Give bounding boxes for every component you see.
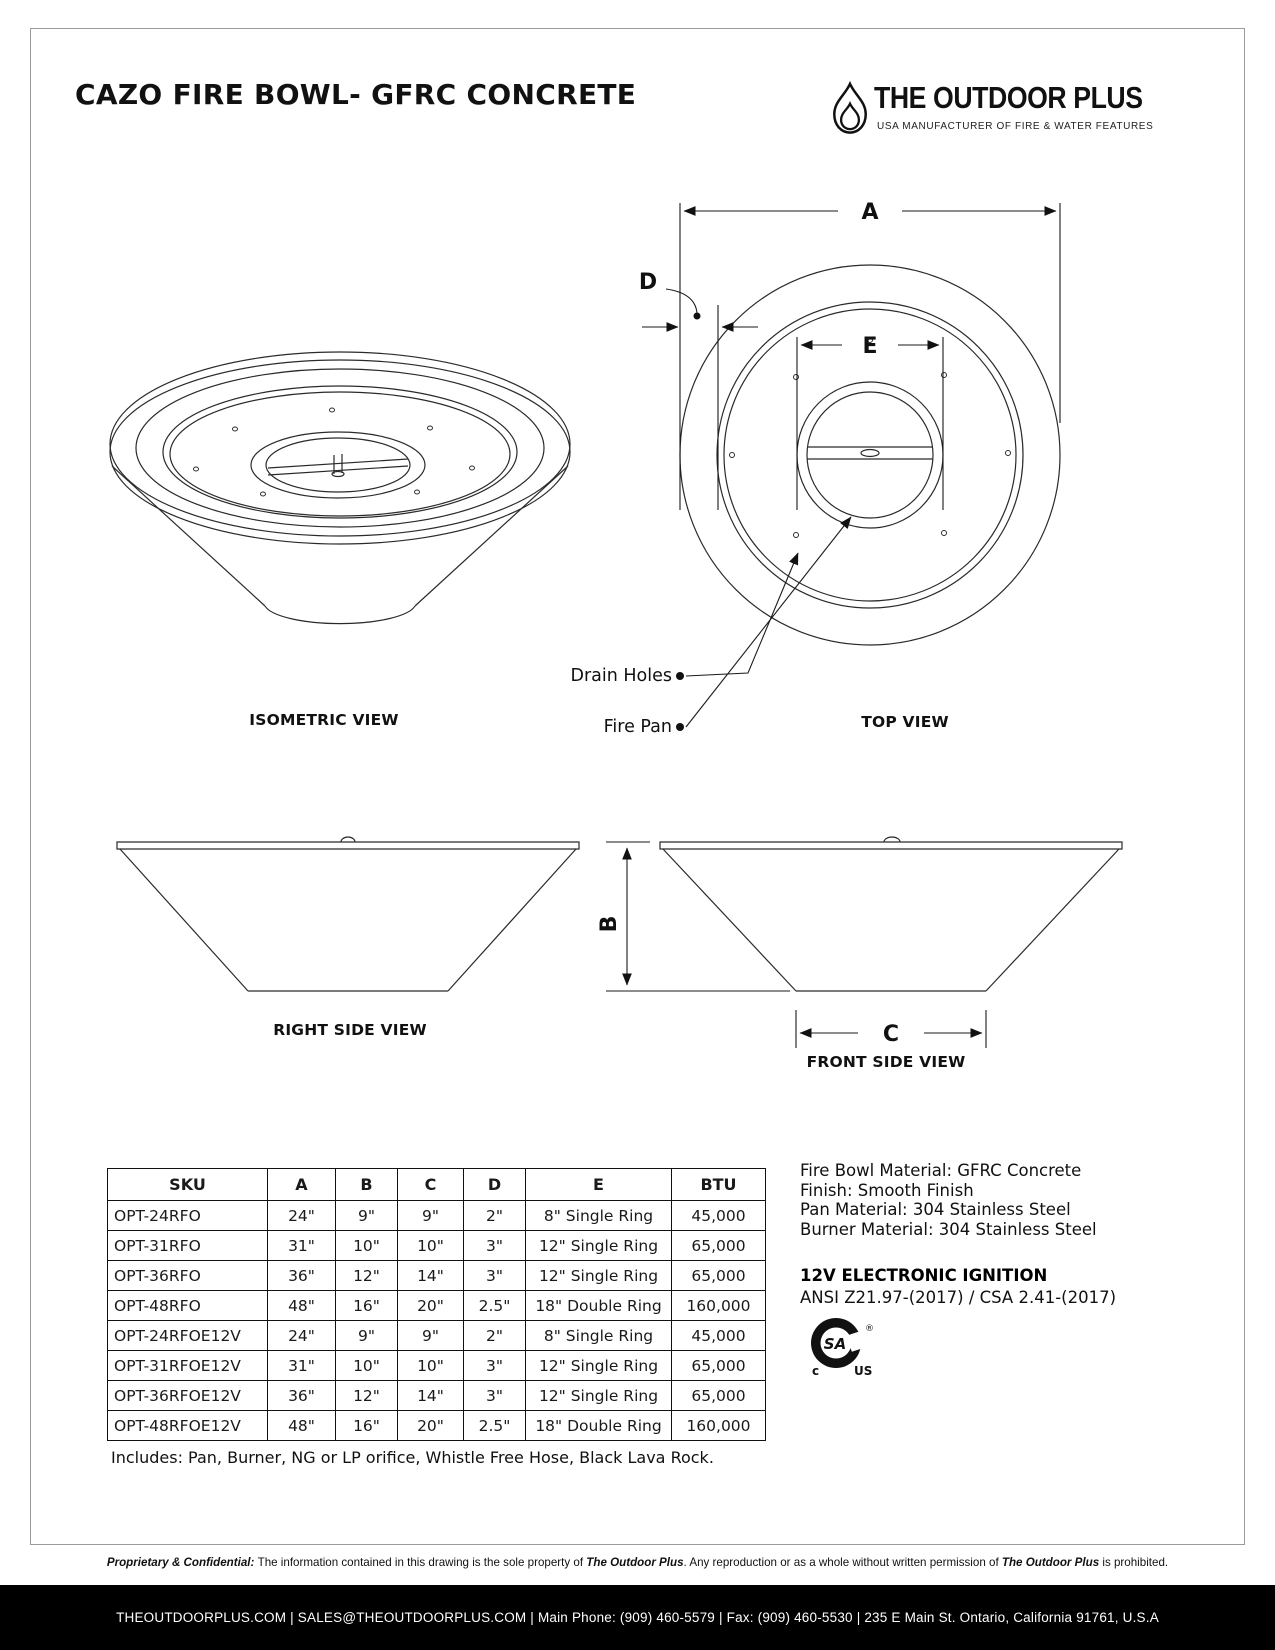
fire-pan-label: Fire Pan (603, 717, 672, 737)
value-cell: 12" Single Ring (526, 1351, 672, 1381)
value-cell: 48" (268, 1291, 336, 1321)
value-cell: 65,000 (672, 1351, 766, 1381)
spec-line: Finish: Smooth Finish (800, 1180, 974, 1200)
value-cell: 3" (464, 1381, 526, 1411)
value-cell: 9" (398, 1321, 464, 1351)
sku-cell: OPT-24RFOE12V (108, 1321, 268, 1351)
ignition-title: 12V ELECTRONIC IGNITION (800, 1266, 1048, 1285)
includes-line: Includes: Pan, Burner, NG or LP orifice, Whistle Free Hose, Black Lava Rock. (111, 1448, 714, 1467)
proprietary-label: Proprietary & Confidential: (106, 1556, 258, 1569)
csa-monogram: SA (823, 1335, 847, 1353)
fire-pan-outline (251, 432, 425, 498)
value-cell: 10" (398, 1351, 464, 1381)
table-row (108, 1381, 766, 1411)
dimension-e (797, 334, 943, 510)
value-cell: 65,000 (672, 1381, 766, 1411)
value-cell: 14" (398, 1261, 464, 1291)
table-row (108, 1201, 766, 1231)
column-header: SKU (108, 1169, 268, 1201)
spec-line: Fire Bowl Material: GFRC Concrete (800, 1161, 1082, 1180)
csa-certification-mark (806, 1316, 896, 1384)
value-cell: 10" (336, 1351, 398, 1381)
dim-c-label: C (882, 1022, 900, 1047)
dimension-b (597, 842, 790, 991)
value-cell: 65,000 (672, 1231, 766, 1261)
table-row (108, 1351, 766, 1381)
spec-line: Burner Material: 304 Stainless Steel (800, 1219, 1097, 1239)
table-row (108, 1261, 766, 1291)
value-cell: 9" (336, 1201, 398, 1231)
right-side-view-caption: RIGHT SIDE VIEW (273, 1021, 427, 1039)
front-side-view-caption: FRONT SIDE VIEW (806, 1053, 966, 1071)
fire-pan-leader (676, 517, 851, 731)
footer-contact-bar (0, 1585, 1275, 1650)
table-row (108, 1291, 766, 1321)
top-view-caption: TOP VIEW (861, 713, 949, 731)
dim-e-label: E (862, 334, 878, 359)
value-cell: 14" (398, 1381, 464, 1411)
table-row (108, 1411, 766, 1441)
ignition-certification: ANSI Z21.97-(2017) / CSA 2.41-(2017) (800, 1288, 1117, 1307)
value-cell: 16" (336, 1411, 398, 1441)
value-cell: 48" (268, 1411, 336, 1441)
material-specs (800, 1161, 1097, 1239)
value-cell: 12" Single Ring (526, 1231, 672, 1261)
isometric-view-caption: ISOMETRIC VIEW (249, 711, 399, 729)
value-cell: 160,000 (672, 1291, 766, 1321)
value-cell: 31" (268, 1351, 336, 1381)
table-row (108, 1321, 766, 1351)
value-cell: 9" (336, 1321, 398, 1351)
sku-cell: OPT-48RFOE12V (108, 1411, 268, 1441)
spec-table (107, 1168, 766, 1441)
value-cell: 2.5" (464, 1411, 526, 1441)
sku-cell: OPT-36RFO (108, 1261, 268, 1291)
value-cell: 18" Double Ring (526, 1411, 672, 1441)
value-cell: 24" (268, 1201, 336, 1231)
value-cell: 36" (268, 1261, 336, 1291)
value-cell: 3" (464, 1261, 526, 1291)
right-side-view-drawing (95, 798, 605, 1007)
value-cell: 20" (398, 1411, 464, 1441)
value-cell: 9" (398, 1201, 464, 1231)
column-header: E (526, 1169, 672, 1201)
top-view-drawing (600, 165, 1160, 769)
page-title: CAZO FIRE BOWL- GFRC CONCRETE (75, 78, 637, 111)
value-cell: 12" (336, 1381, 398, 1411)
value-cell: 45,000 (672, 1201, 766, 1231)
value-cell: 3" (464, 1351, 526, 1381)
dimension-c (796, 1010, 986, 1048)
table-header-row (108, 1169, 766, 1201)
dim-b-label: B (597, 915, 622, 933)
drain-holes-leader (676, 553, 798, 680)
csa-c-label: c (812, 1364, 820, 1378)
isometric-view-drawing (95, 318, 605, 717)
value-cell: 18" Double Ring (526, 1291, 672, 1321)
column-header: B (336, 1169, 398, 1201)
drain-holes-dots (194, 408, 475, 496)
spec-line: Pan Material: 304 Stainless Steel (800, 1200, 1071, 1220)
fire-pan-top-outline (797, 382, 943, 528)
value-cell: 8" Single Ring (526, 1321, 672, 1351)
value-cell: 2" (464, 1321, 526, 1351)
value-cell: 31" (268, 1231, 336, 1261)
dimension-d (639, 270, 758, 510)
drain-holes-dots-top (730, 338, 1011, 538)
column-header: BTU (672, 1169, 766, 1201)
sku-cell: OPT-36RFOE12V (108, 1381, 268, 1411)
value-cell: 2.5" (464, 1291, 526, 1321)
value-cell: 8" Single Ring (526, 1201, 672, 1231)
proprietary-notice: Proprietary & Confidential: The information contained in this drawing is the sole property of The Outdoor Plus. Any reproduction or as a whole without written permission of The Outdoor Plus is prohibited. (106, 1556, 1169, 1569)
column-header: A (268, 1169, 336, 1201)
value-cell: 36" (268, 1381, 336, 1411)
value-cell: 20" (398, 1291, 464, 1321)
csa-registered-symbol: ® (865, 1324, 874, 1334)
table-row (108, 1231, 766, 1261)
value-cell: 10" (336, 1231, 398, 1261)
value-cell: 45,000 (672, 1321, 766, 1351)
value-cell: 12" (336, 1261, 398, 1291)
dim-a-label: A (861, 200, 879, 225)
sku-cell: OPT-31RFO (108, 1231, 268, 1261)
value-cell: 24" (268, 1321, 336, 1351)
value-cell: 16" (336, 1291, 398, 1321)
value-cell: 12" Single Ring (526, 1261, 672, 1291)
flame-icon (828, 80, 872, 142)
value-cell: 2" (464, 1201, 526, 1231)
sku-cell: OPT-48RFO (108, 1291, 268, 1321)
dim-d-label: D (638, 270, 658, 295)
brand-name: THE OUTDOOR PLUS (874, 80, 1143, 115)
drain-holes-label: Drain Holes (570, 666, 672, 686)
brand-tagline: USA MANUFACTURER OF FIRE & WATER FEATURES (877, 121, 1154, 132)
value-cell: 10" (398, 1231, 464, 1261)
sku-cell: OPT-31RFOE12V (108, 1351, 268, 1381)
column-header: D (464, 1169, 526, 1201)
csa-us-label: US (854, 1364, 873, 1378)
value-cell: 3" (464, 1231, 526, 1261)
sku-cell: OPT-24RFO (108, 1201, 268, 1231)
value-cell: 160,000 (672, 1411, 766, 1441)
footer-contact-text: THEOUTDOORPLUS.COM | SALES@THEOUTDOORPLUS.COM | Main Phone: (909) 460-5579 | Fax: (909) 460-5530 | 235 E Main St. Ontario, California 91761, U.S.A (116, 1610, 1159, 1625)
value-cell: 12" Single Ring (526, 1381, 672, 1411)
value-cell: 65,000 (672, 1261, 766, 1291)
column-header: C (398, 1169, 464, 1201)
